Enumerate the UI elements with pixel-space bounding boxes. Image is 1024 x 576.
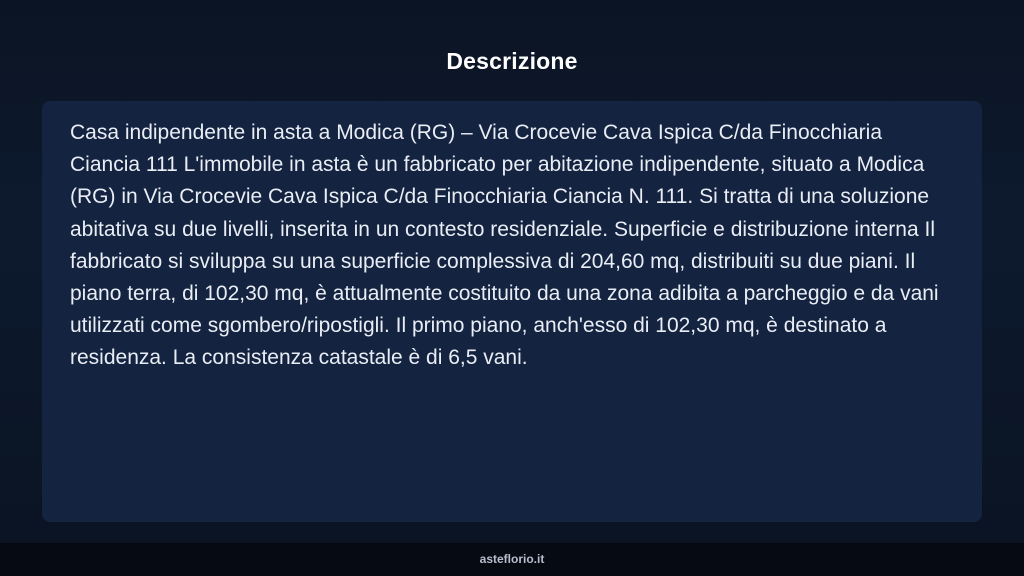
footer (0, 543, 1024, 576)
description-text: Casa indipendente in asta a Modica (RG) – Via Crocevie Cava Ispica C/da Finocchiaria Ciancia 111 L'immobile in asta è un fabbricato per abitazione indipendente, situato a Modica (RG) in Via Crocevie Cava Ispica C/da Finocchiaria Ciancia N. 111. Si tratta di una soluzione abitativa su due livelli, inserita in un contesto residenziale. Superficie e distribuzione interna Il fabbricato si sviluppa su una superficie complessiva di 204,60 mq, distribuiti su due piani. Il piano terra, di 102,30 mq, è attualmente costituito da una zona adibita a parcheggio e da vani utilizzati come sgombero/ripostigli. Il primo piano, anch'esso di 102,30 mq, è destinato a residenza. La consistenza catastale è di 6,5 vani. (70, 121, 939, 370)
description-card (42, 101, 982, 522)
footer-brand: asteflorio.it (479, 552, 545, 566)
page-title: Descrizione (446, 48, 578, 74)
